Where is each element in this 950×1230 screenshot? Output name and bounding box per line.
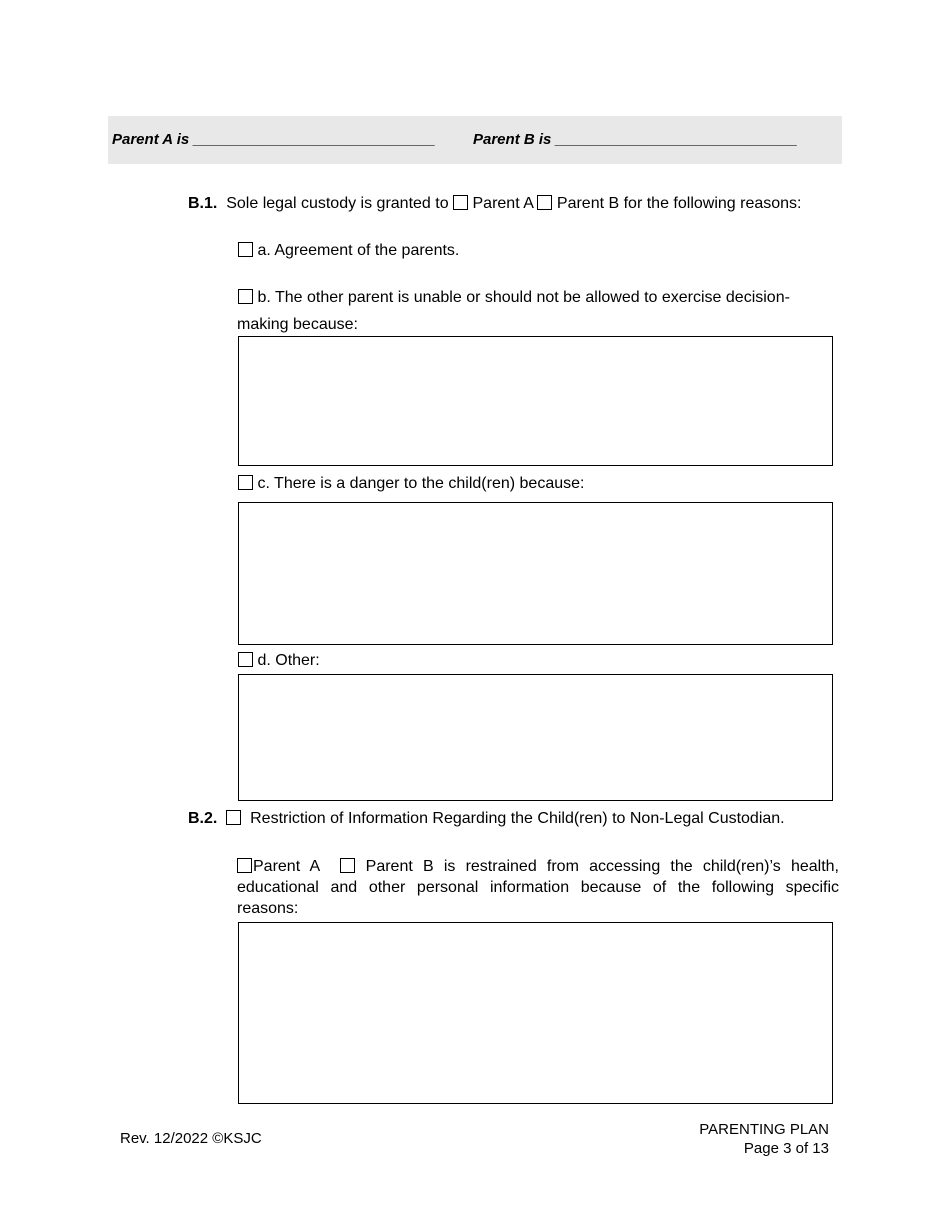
b1-text: Sole legal custody is granted to — [226, 195, 449, 212]
b2-heading — [188, 810, 785, 828]
b1-item-a-label: a. Agreement of the parents. — [257, 242, 460, 259]
parent-a-label: Parent A is — [112, 131, 190, 148]
parent-b-label: Parent B is — [473, 131, 552, 148]
b2-restriction-checkbox[interactable] — [226, 810, 241, 825]
b1-item-c-checkbox[interactable] — [238, 475, 253, 490]
parent-a-blank[interactable]: _____________________________ — [193, 131, 436, 148]
parent-b-field[interactable] — [473, 131, 797, 148]
b1-item-d-textbox[interactable] — [238, 674, 833, 801]
b2-parent-a-label: Parent A — [253, 858, 321, 875]
b1-item-b — [238, 289, 790, 307]
parent-a-field[interactable] — [112, 131, 435, 148]
b2-reasons-textbox[interactable] — [238, 922, 833, 1104]
b1-parent-b-checkbox[interactable] — [537, 195, 552, 210]
b2-paragraph — [237, 856, 839, 919]
b1-item-a — [238, 242, 459, 260]
b2-paragraph-text: Parent B is restrained from accessing the child(ren)’s health, educational and other personal information because of the following specific reasons: — [237, 858, 839, 917]
b2-parent-a-checkbox[interactable] — [237, 858, 252, 873]
b1-item-b-textbox[interactable] — [238, 336, 833, 466]
b1-item-c-textbox[interactable] — [238, 502, 833, 645]
footer-right — [699, 1120, 829, 1158]
b2-title: Restriction of Information Regarding the Child(ren) to Non-Legal Custodian. — [250, 810, 785, 827]
b1-heading — [188, 195, 801, 213]
b1-parent-a-label: Parent A — [472, 195, 533, 212]
b1-item-b-checkbox[interactable] — [238, 289, 253, 304]
b1-item-b-line2: making because: — [237, 316, 358, 333]
b2-number: B.2. — [188, 810, 218, 827]
b1-item-d-checkbox[interactable] — [238, 652, 253, 667]
b1-item-b-label-line1: b. The other parent is unable or should not be allowed to exercise decision- — [257, 289, 790, 306]
b1-item-c-label: c. There is a danger to the child(ren) because: — [257, 475, 585, 492]
b1-item-a-checkbox[interactable] — [238, 242, 253, 257]
b1-item-c — [238, 475, 584, 493]
parent-b-blank[interactable]: _____________________________ — [555, 131, 798, 148]
footer-page-number: Page 3 of 13 — [743, 1140, 829, 1157]
b2-parent-b-checkbox[interactable] — [340, 858, 355, 873]
b1-item-d — [238, 652, 320, 670]
b1-number: B.1. — [188, 195, 218, 212]
b1-item-d-label: d. Other: — [257, 652, 320, 669]
footer-revision: Rev. 12/2022 ©KSJC — [120, 1130, 262, 1147]
b1-parent-b-label: Parent B for the following reasons: — [556, 195, 802, 212]
footer-doc-title: PARENTING PLAN — [699, 1121, 829, 1138]
b1-parent-a-checkbox[interactable] — [453, 195, 468, 210]
